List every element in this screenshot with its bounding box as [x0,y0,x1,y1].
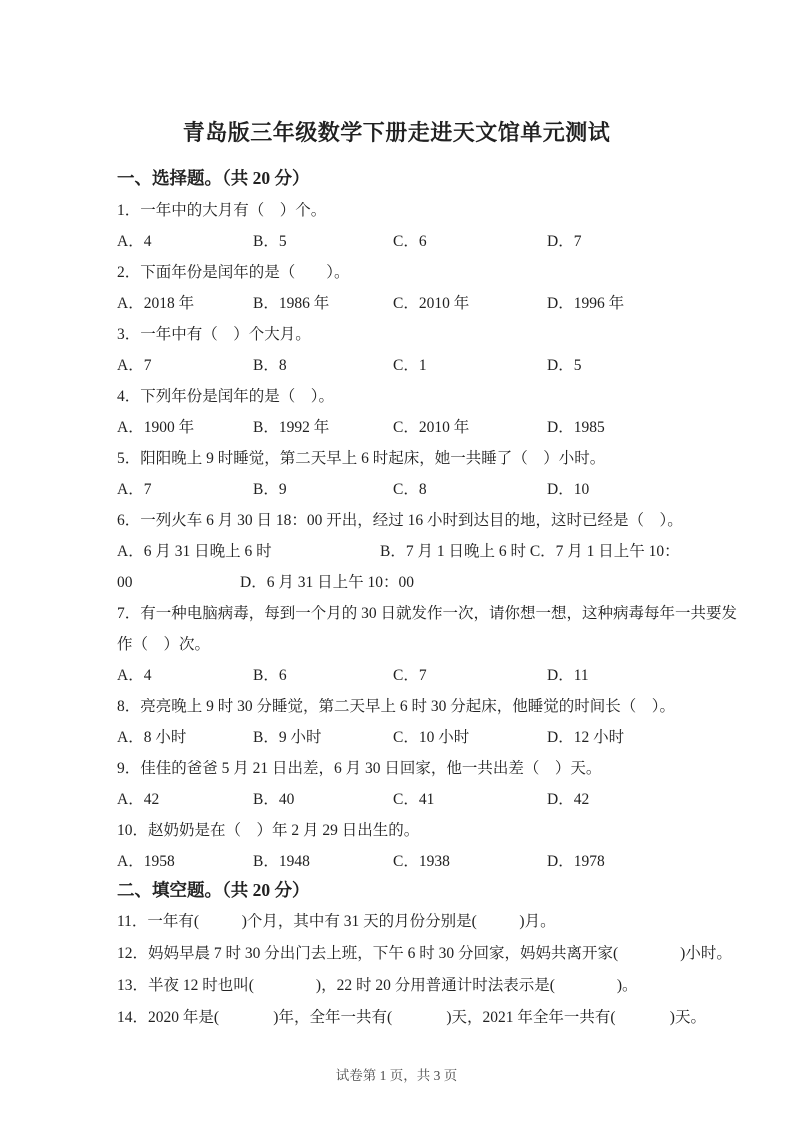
question-13-text: 13．半夜 12 时也叫( )，22 时 20 分用普通计时法表示是( )。 [117,977,638,994]
question-1-options [117,231,679,253]
question-4-option-a: A．1900 年 [117,419,195,436]
question-9-option-d: D．42 [547,791,590,808]
question-2-option-c: C．2010 年 [393,295,470,312]
page-footer: 试卷第 1 页，共 3 页 [335,1068,458,1083]
section-1-heading: 一、选择题。（共 20 分） [117,168,310,188]
question-12-text: 12．妈妈早晨 7 时 30 分出门去上班，下午 6 时 30 分回家，妈妈共离开家( )小时。 [117,945,732,962]
question-2-options [117,293,679,315]
question-10-option-c: C．1938 [393,853,450,870]
question-1-option-a: A．4 [117,233,152,250]
question-4-option-d: D．1985 [547,419,605,436]
question-5-option-b: B．9 [253,481,287,498]
question-6-option-a: A．6 月 31 日晚上 6 时 [117,543,272,560]
question-5-option-c: C．8 [393,481,427,498]
question-8-options [117,727,679,749]
question-1-text: 1．一年中的大月有（ ）个。 [117,202,327,219]
question-8-option-b: B．9 小时 [253,729,322,746]
question-7-option-b: B．6 [253,667,287,684]
question-10-option-a: A．1958 [117,853,175,870]
question-10-option-b: B．1948 [253,853,310,870]
question-6-options-line-1 [117,541,679,563]
question-9-text: 9．佳佳的爸爸 5 月 21 日出差，6 月 30 日回家，他一共出差（ ）天。 [117,760,602,777]
question-3-text: 3．一年中有（ ）个大月。 [117,326,311,343]
question-2-text: 2．下面年份是闰年的是（ ）。 [117,264,350,281]
question-2-option-d: D．1996 年 [547,295,625,312]
question-6-options-line-2 [117,572,679,594]
question-9-options [117,789,679,811]
question-2-option-b: B．1986 年 [253,295,330,312]
question-8-option-c: C．10 小时 [393,729,470,746]
question-11-text: 11．一年有( )个月，其中有 31 天的月份分别是( )月。 [117,913,556,930]
question-10-text: 10．赵奶奶是在（ ）年 2 月 29 日出生的。 [117,822,420,839]
question-3-option-d: D．5 [547,357,582,374]
question-6-text: 6．一列火车 6 月 30 日 18：00 开出，经过 16 小时到达目的地，这时已经是（ ）。 [117,512,683,529]
question-6-option-d: D．6 月 31 日上午 10：00 [240,574,414,591]
question-14-text: 14．2020 年是( )年，全年一共有( )天，2021 年全年一共有( )天。 [117,1009,706,1026]
question-6-options-b-c: B．7 月 1 日晚上 6 时 C．7 月 1 日上午 10： [380,543,680,560]
question-3-option-a: A．7 [117,357,152,374]
page-title: 青岛版三年级数学下册走进天文馆单元测试 [182,120,611,145]
question-5-option-a: A．7 [117,481,152,498]
question-7-option-d: D．11 [547,667,589,684]
question-4-option-c: C．2010 年 [393,419,470,436]
question-4-option-b: B．1992 年 [253,419,330,436]
question-7-text-line-1: 7．有一种电脑病毒，每到一个月的 30 日就发作一次，请你想一想，这种病毒每年一共要发 [117,605,738,622]
question-7-options [117,665,679,687]
question-8-option-d: D．12 小时 [547,729,625,746]
question-5-option-d: D．10 [547,481,590,498]
question-1-option-d: D．7 [547,233,582,250]
question-5-options [117,479,679,501]
question-7-text-line-2: 作（ ）次。 [117,636,211,653]
question-8-text: 8．亮亮晚上 9 时 30 分睡觉，第二天早上 6 时 30 分起床，他睡觉的时间长（ ）。 [117,698,676,715]
question-4-text: 4．下列年份是闰年的是（ ）。 [117,388,335,405]
question-1-option-c: C．6 [393,233,427,250]
question-7-option-a: A．4 [117,667,152,684]
section-2-heading: 二、填空题。（共 20 分） [117,880,310,900]
question-7-option-c: C．7 [393,667,427,684]
question-10-options [117,851,679,873]
question-3-option-c: C．1 [393,357,427,374]
question-4-options [117,417,679,439]
question-9-option-c: C．41 [393,791,435,808]
question-8-option-a: A．8 小时 [117,729,187,746]
question-1-option-b: B．5 [253,233,287,250]
question-2-option-a: A．2018 年 [117,295,195,312]
question-9-option-b: B．40 [253,791,295,808]
question-5-text: 5．阳阳晚上 9 时睡觉，第二天早上 6 时起床，她一共睡了（ ）小时。 [117,450,606,467]
question-3-options [117,355,679,377]
question-3-option-b: B．8 [253,357,287,374]
question-10-option-d: D．1978 [547,853,605,870]
question-6-option-c-continuation: 00 [117,574,133,591]
question-9-option-a: A．42 [117,791,160,808]
